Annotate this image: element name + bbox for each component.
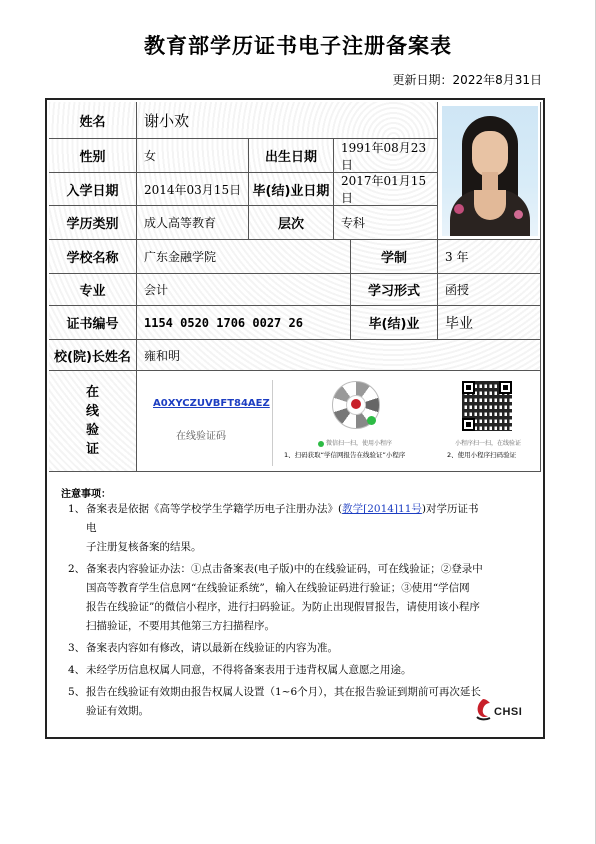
qr-scan-hint: 小程序扫一扫，在线验证 [455,440,522,447]
verify-code-caption: 在线验证码 [176,431,226,442]
cert-number: 1154 0520 1706 0027 26 [137,306,351,340]
verify-label-char: 验 [85,423,99,438]
mini-scan-hint: 微信扫一扫，使用小程序 [318,438,392,447]
notes-title: 注意事项： [61,489,111,500]
level-label: 层次 [249,206,334,240]
verify-label [49,371,137,472]
president-label: 校(院)长姓名 [49,340,137,371]
chsi-logo [474,697,534,727]
chsi-logo-text: CHSI [494,706,523,718]
president-value: 雍和明 [137,340,541,371]
chsi-mini-logo-icon [351,399,361,409]
notes-list [68,500,488,721]
chsi-logo-icon [474,697,492,721]
regulation-link[interactable]: 教学[2014]11号 [342,503,422,515]
birth-value: 1991年08月23日 [334,139,438,173]
duration-value: 3 年 [438,240,541,274]
name-value: 谢小欢 [137,102,438,139]
enroll-label: 入学日期 [49,173,137,206]
page-title: 教育部学历证书电子注册备案表 [144,34,452,58]
form-value: 函授 [438,274,541,306]
verify-label-char: 证 [85,442,99,457]
enroll-value: 2014年03月15日 [137,173,249,206]
note-item: 3、 备案表内容如有修改，请以最新在线验证的内容为准。 [68,642,338,654]
note-item: 5、 报告在线验证有效期由报告权属人设置（1~6个月），其在报告验证到期前可再次延长 验证有效期。 [68,686,481,717]
verify-code-link[interactable]: A0XYCZUVBFT84AEZ [153,398,270,409]
school-value: 广东金融学院 [137,240,351,274]
major-label: 专业 [49,274,137,306]
status-label: 毕(结)业 [351,306,438,340]
note-item: 1、 备案表是依据《高等学校学生学籍学历电子注册办法》(教学[2014]11号)对学历证书电 子注册复核备案的结果。 [68,503,479,553]
update-date: 更新日期：2022年8月31日 [392,73,542,87]
graduate-label: 毕(结)业日期 [249,173,334,206]
duration-label: 学制 [351,240,438,274]
qr-finder-icon [462,418,475,431]
verify-step-1: 1、扫码获取“学信网报告在线验证”小程序 [284,451,406,459]
school-label: 学校名称 [49,240,137,274]
verify-divider [272,380,273,466]
verify-label-char: 线 [85,404,99,419]
form-label: 学习形式 [351,274,438,306]
verify-label-char: 在 [85,385,99,400]
note-item: 2、 备案表内容验证办法：①点击备案表(电子版)中的在线验证码，可在线验证；②登录中 国高等教育学生信息网“在线验证系统”，输入在线验证码进行验证；③使用“学信网 报告在线验证”的微信小程序，进行扫码验证。为防止出现假冒报告，请使用该小程序 扫描验证，不要用其他第三方扫描程序。 [68,563,483,632]
category-label: 学历类别 [49,206,137,240]
gender-label: 性别 [49,139,137,173]
qr-finder-icon [499,381,512,394]
gender-value: 女 [137,139,249,173]
cert-label: 证书编号 [49,306,137,340]
status-value: 毕业 [438,306,541,340]
category-value: 成人高等教育 [137,206,249,240]
level-value: 专科 [334,206,438,240]
wechat-badge-icon [367,416,376,425]
wechat-icon [318,441,324,447]
birth-label: 出生日期 [249,139,334,173]
verify-step-2: 2、使用小程序扫码验证 [447,451,517,459]
major-value: 会计 [137,274,351,306]
student-photo [442,106,538,236]
note-item: 4、 未经学历信息权属人同意，不得将备案表用于违背权属人意愿之用途。 [68,664,412,676]
name-label: 姓名 [49,102,137,139]
graduate-value: 2017年01月15日 [334,173,438,206]
qr-finder-icon [462,381,475,394]
